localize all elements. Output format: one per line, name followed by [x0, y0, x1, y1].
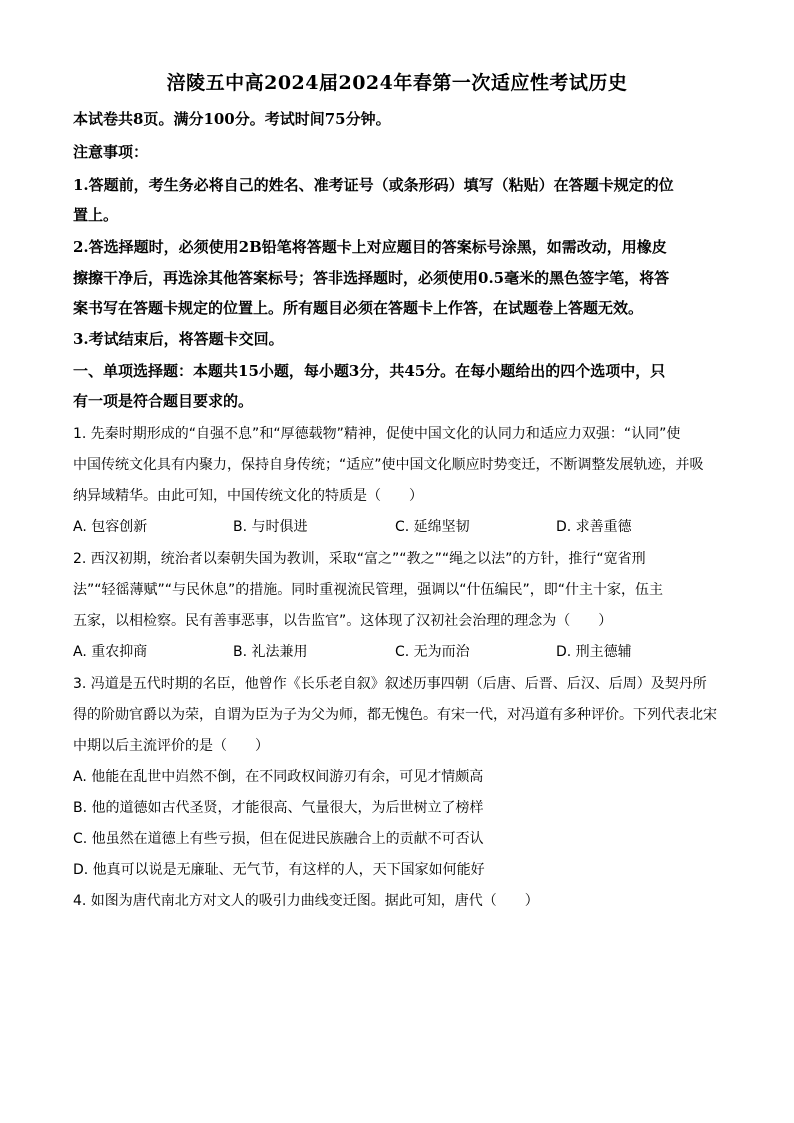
question-1-line-1: 1. 先秦时期形成的“自强不息”和“厚德载物”精神，促使中国文化的认同力和适应力双强：“认同”使 [73, 426, 681, 442]
notice-item-2-line-1: 2.答选择题时，必须使用2B铅笔将答题卡上对应题目的答案标号涂黑，如需改动，用橡皮 [73, 238, 667, 256]
page-title: 涪陵五中高2024届2024年春第一次适应性考试历史 [166, 72, 628, 94]
question-2-option-c[interactable]: C. 无为而治 [395, 644, 470, 660]
question-2-option-b[interactable]: B. 礼法兼用 [233, 644, 308, 660]
section-heading-line-2: 有一项是符合题目要求的。 [73, 392, 254, 410]
question-3-option-d[interactable]: D. 他真可以说是无廉耻、无气节，有这样的人，天下国家如何能好 [73, 862, 485, 878]
notice-item-3: 3.考试结束后，将答题卡交回。 [73, 330, 284, 348]
notice-heading: 注意事项： [73, 143, 149, 161]
question-1-line-3: 纳异域精华。由此可知，中国传统文化的特质是（ ） [73, 488, 423, 504]
question-1-line-2: 中国传统文化具有内聚力，保持自身传统；“适应”使中国文化顺应时势变迁，不断调整发展轨迹，并吸 [73, 457, 704, 473]
notice-item-2-line-2: 擦擦干净后，再选涂其他答案标号；答非选择题时，必须使用0.5毫米的黑色签字笔，将答 [73, 269, 670, 287]
question-2-line-3: 五家，以相检察。民有善事恶事，以告监官”。这体现了汉初社会治理的理念为（ ） [73, 613, 613, 629]
question-3-option-a[interactable]: A. 他能在乱世中岿然不倒，在不同政权间游刃有余，可见才情颇高 [73, 769, 484, 785]
question-1-option-d[interactable]: D. 求善重德 [556, 519, 632, 535]
notice-item-1-line-1: 1.答题前，考生务必将自己的姓名、准考证号（或条形码）填写（粘贴）在答题卡规定的位 [73, 176, 674, 194]
question-3-line-2: 得的阶勋官爵以为荣，自谓为臣为子为父为师，都无愧色。有宋一代，对冯道有多种评价。下列代表北宋 [73, 707, 717, 723]
question-2-option-d[interactable]: D. 刑主德辅 [556, 644, 632, 660]
question-1-option-a[interactable]: A. 包容创新 [73, 519, 148, 535]
notice-item-2-line-3: 案书写在答题卡规定的位置上。所有题目必须在答题卡上作答，在试题卷上答题无效。 [73, 299, 644, 317]
question-1-option-c[interactable]: C. 延绵坚韧 [395, 519, 470, 535]
question-3-option-b[interactable]: B. 他的道德如古代圣贤，才能很高、气量很大，为后世树立了榜样 [73, 800, 484, 816]
exam-intro: 本试卷共8页。满分100分。考试时间75分钟。 [73, 110, 391, 128]
question-3-line-3: 中期以后主流评价的是（ ） [73, 738, 269, 754]
question-4-line-1: 4. 如图为唐代南北方对文人的吸引力曲线变迁图。据此可知，唐代（ ） [73, 893, 539, 909]
question-3-line-1: 3. 冯道是五代时期的名臣，他曾作《长乐老自叙》叙述历事四朝（后唐、后晋、后汉、后周）及契丹所 [73, 676, 707, 692]
section-heading-line-1: 一、单项选择题：本题共15小题，每小题3分，共45分。在每小题给出的四个选项中，只 [73, 362, 666, 380]
question-3-option-c[interactable]: C. 他虽然在道德上有些亏损，但在促进民族融合上的贡献不可否认 [73, 831, 484, 847]
notice-item-1-line-2: 置上。 [73, 206, 119, 224]
question-1-option-b[interactable]: B. 与时俱进 [233, 519, 308, 535]
question-2-line-1: 2. 西汉初期，统治者以秦朝失国为教训，采取“富之”“教之”“绳之以法”的方针，推行“宽省刑 [73, 551, 646, 567]
question-2-line-2: 法”“轻徭薄赋”“与民休息”的措施。同时重视流民管理，强调以“什伍编民”，即“什主十家，伍主 [73, 582, 664, 598]
question-2-option-a[interactable]: A. 重农抑商 [73, 644, 148, 660]
